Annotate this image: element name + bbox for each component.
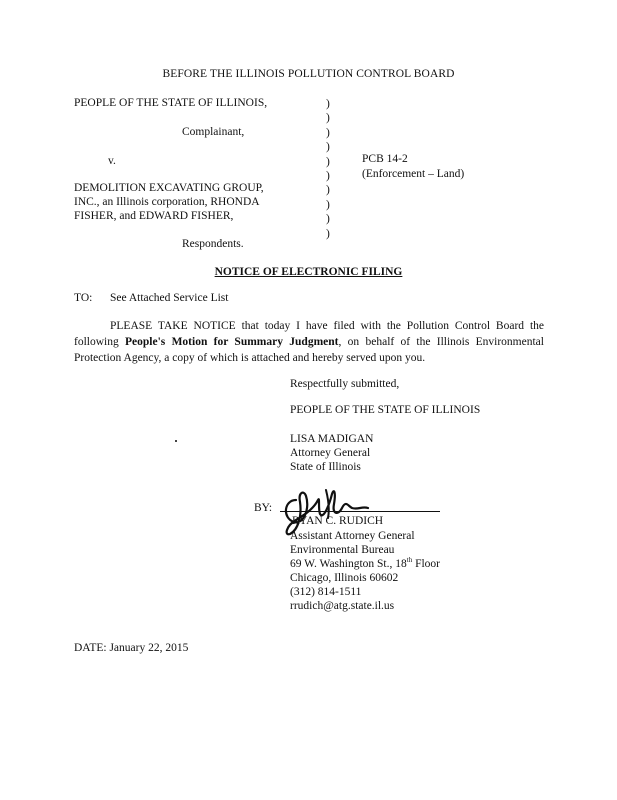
- to-value: See Attached Service List: [110, 292, 229, 304]
- ag-state: State of Illinois: [290, 461, 361, 473]
- board-heading: BEFORE THE ILLINOIS POLLUTION CONTROL BOARD: [162, 68, 455, 80]
- signer-phone: (312) 814-1511: [290, 586, 362, 598]
- body-text-end: , on behalf of the Illinois Environmental Protection Agency, a copy of which is attached and hereby served upon you.: [74, 336, 544, 364]
- by-label: BY:: [254, 502, 273, 514]
- signer-name: RYAN C. RUDICH: [292, 515, 384, 527]
- ag-title: Attorney General: [290, 447, 371, 459]
- caption-parentheses: ) ) ) ) ) ) ) ) ) ): [326, 98, 330, 240]
- notice-title: NOTICE OF ELECTRONIC FILING: [214, 266, 403, 278]
- case-type: (Enforcement – Land): [362, 168, 465, 180]
- respectfully-submitted: Respectfully submitted,: [290, 378, 400, 390]
- defendant-line-1: DEMOLITION EXCAVATING GROUP,: [74, 182, 264, 194]
- respondents-label: Respondents.: [182, 238, 244, 250]
- versus-label: v.: [108, 155, 116, 167]
- body-text-start: PLEASE TAKE NOTICE that today I have filed with the Pollution Control Board the following: [74, 320, 544, 348]
- signer-email: rrudich@atg.state.il.us: [290, 600, 395, 612]
- scan-speck: [175, 440, 177, 442]
- closing-party: PEOPLE OF THE STATE OF ILLINOIS: [290, 404, 481, 416]
- filing-date: DATE: January 22, 2015: [74, 642, 189, 654]
- signer-address: 69 W. Washington St., 18th Floor: [290, 556, 441, 570]
- signer-bureau: Environmental Bureau: [290, 544, 395, 556]
- plaintiff-name: PEOPLE OF THE STATE OF ILLINOIS,: [74, 97, 268, 109]
- signer-city: Chicago, Illinois 60602: [290, 572, 399, 584]
- complainant-label: Complainant,: [182, 126, 245, 138]
- signer-title: Assistant Attorney General: [290, 530, 415, 542]
- notice-body: [74, 318, 544, 366]
- defendant-line-3: FISHER, and EDWARD FISHER,: [74, 210, 234, 222]
- ag-name: LISA MADIGAN: [290, 433, 374, 445]
- to-label: TO:: [74, 292, 93, 304]
- motion-title: People's Motion for Summary Judgment: [125, 336, 339, 348]
- defendant-line-2: INC., an Illinois corporation, RHONDA: [74, 196, 260, 208]
- case-number: PCB 14-2: [362, 153, 408, 165]
